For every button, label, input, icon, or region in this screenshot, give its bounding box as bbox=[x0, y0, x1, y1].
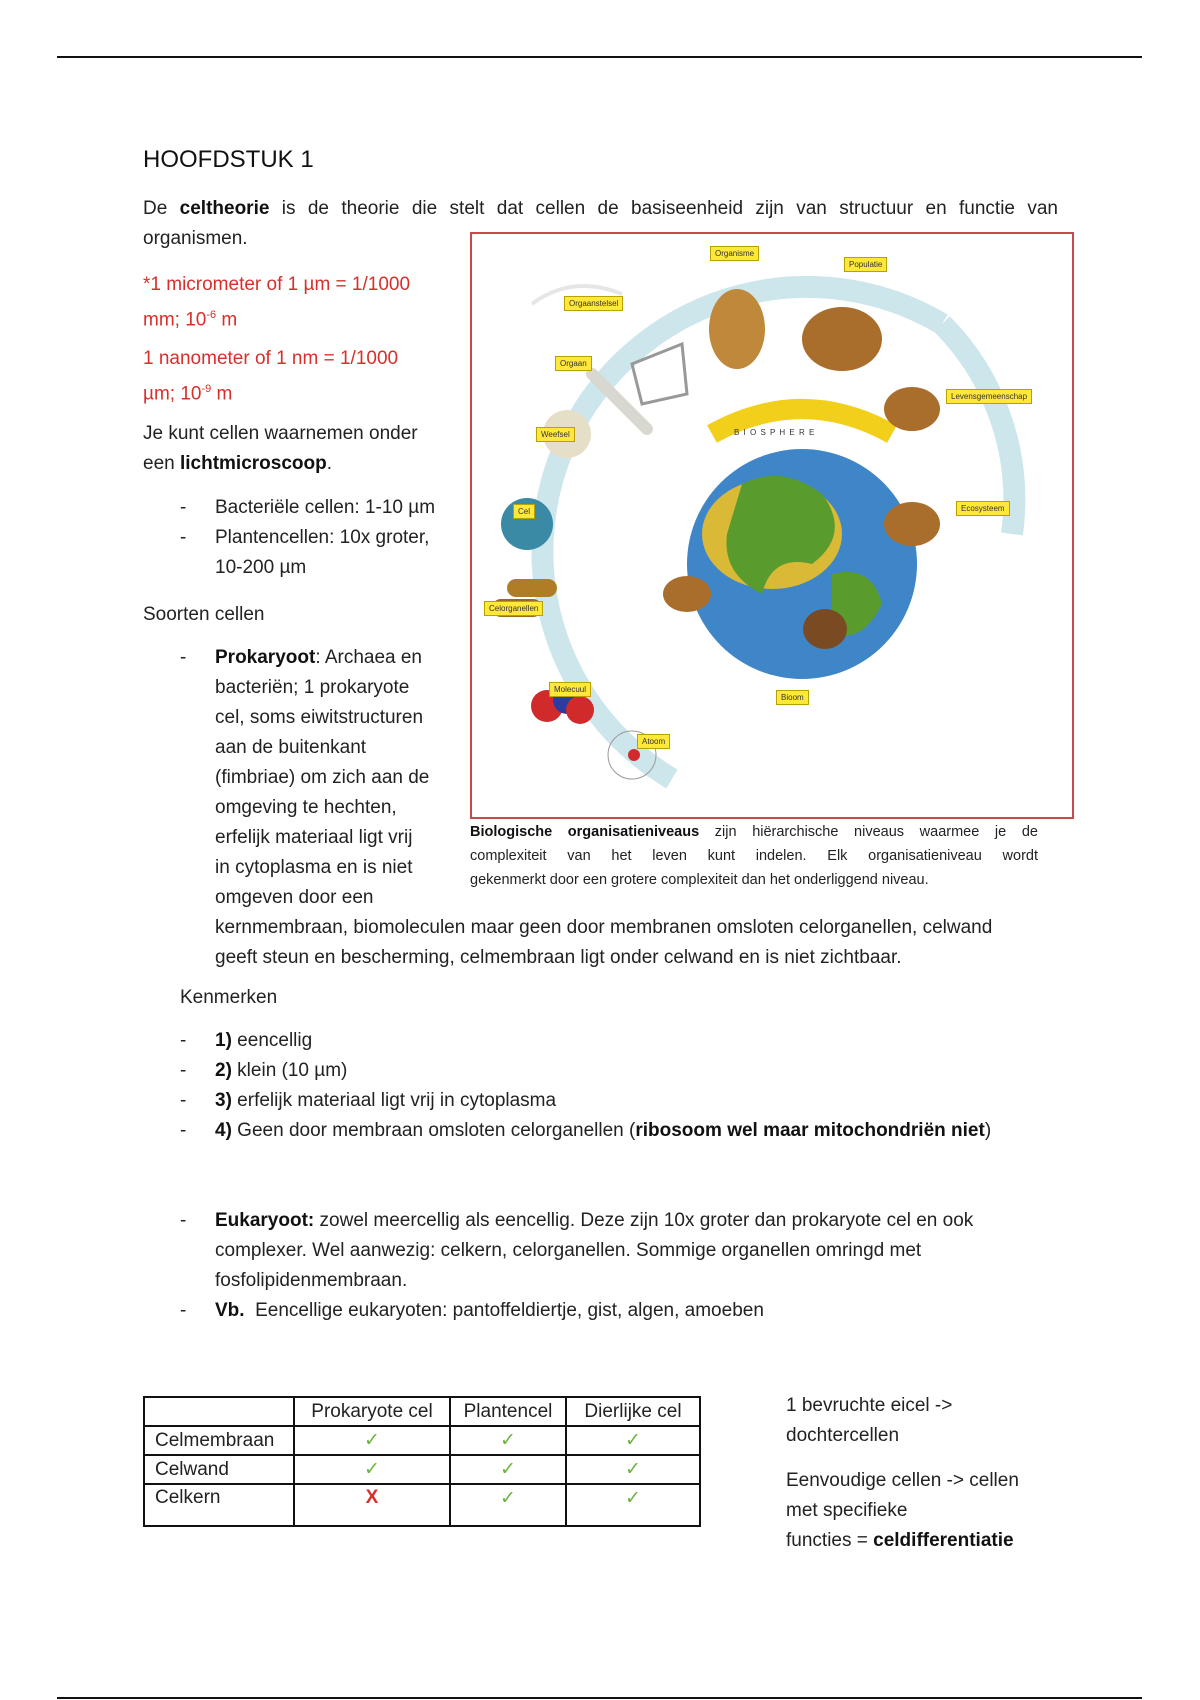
nanometer-note: 1 nanometer of 1 nm = 1/1000 µm; $10^{-9}$ m bbox=[143, 348, 399, 405]
table-header-cell: Plantencel bbox=[450, 1397, 566, 1426]
table-row bbox=[144, 1455, 700, 1484]
eukaryoot-term: Eukaryoot: bbox=[215, 1210, 315, 1231]
prokaryoot-item: - Prokaryoot: Archaea en bacteriën; 1 prokaryote cel, soms eiwitstructuren aan de buitenkant (fimbriae) om zich aan de omgeving te hechten, erfelijk materiaal ligt vrij in cytoplasma en is niet omgeven door een kernmembraan, biomoleculen maar geen door membranen omsloten celorganellen, celwand geeft steun en bescherming, celmembraan ligt onder celwand en is niet zichtbaar. bbox=[180, 647, 993, 968]
moose-organisme bbox=[709, 289, 765, 369]
table-header-row bbox=[144, 1397, 700, 1426]
size-item-bacteria: Bacteriële cellen: 1-10 µm bbox=[215, 497, 436, 518]
soorten-heading: Soorten cellen bbox=[143, 604, 265, 625]
table-row bbox=[144, 1484, 700, 1526]
label-bioom: Bioom bbox=[776, 690, 809, 705]
caption-term: Biologische organisatieniveaus bbox=[470, 824, 700, 840]
celtheorie-term: celtheorie bbox=[179, 198, 270, 219]
row-label: Celmembraan bbox=[144, 1426, 294, 1455]
label-cel: Cel bbox=[513, 504, 535, 519]
check-icon: ✓ bbox=[450, 1484, 566, 1526]
label-orgaan: Orgaan bbox=[555, 356, 592, 371]
label-celorganellen: Celorganellen bbox=[484, 601, 543, 616]
label-molecuul: Molecuul bbox=[549, 682, 591, 697]
table-header-cell bbox=[144, 1397, 294, 1426]
label-biosphere: B I O S P H E R E bbox=[734, 428, 816, 437]
label-levensgemeenschap: Levensgemeenschap bbox=[946, 389, 1032, 404]
figure-caption: Biologische organisatieniveaus zijn hiërarchische niveaus waarmee je de complexiteit van het leven kunt indelen. Elk organisatieniveau wordt gekenmerkt door een grotere complexiteit dan het onderliggend niveau. bbox=[470, 824, 1038, 888]
size-list: - Bacteriële cellen: 1-10 µm - Plantencellen: 10x groter, 10-200 µm bbox=[143, 493, 463, 583]
table-row bbox=[144, 1426, 700, 1455]
kenmerken-heading: Kenmerken bbox=[180, 987, 278, 1008]
label-ecosysteem: Ecosysteem bbox=[956, 501, 1010, 516]
chapter-title: HOOFDSTUK 1 bbox=[143, 146, 314, 173]
moose-population bbox=[802, 307, 882, 371]
check-icon: ✓ bbox=[450, 1455, 566, 1484]
check-icon: ✓ bbox=[450, 1426, 566, 1455]
kenmerk-item: - 4) Geen door membraan omsloten celorganellen (ribosoom wel maar mitochondriën niet) bbox=[180, 1120, 992, 1141]
kenmerk-item: - 2) klein (10 µm) bbox=[180, 1060, 348, 1081]
table-header-cell: Prokaryote cel bbox=[294, 1397, 450, 1426]
label-organisme: Organisme bbox=[710, 246, 759, 261]
check-icon: ✓ bbox=[294, 1426, 450, 1455]
label-orgaanstelsel: Orgaanstelsel bbox=[564, 296, 623, 311]
check-icon: ✓ bbox=[566, 1455, 700, 1484]
lichtmicroscoop-term: lichtmicroscoop bbox=[179, 453, 327, 474]
top-rule bbox=[57, 56, 1142, 58]
eukaryoot-item: - Eukaryoot: zowel meercellig als eencellig. Deze zijn 10x groter dan prokaryote cel en ook complexer. Wel aanwezig: celkern, celorganellen. Sommige organellen omringd met fosfolipidenmembraan. - Vb. Eencellige eukaryoten: pantoffeldiertje, gist, algen, amoeben bbox=[143, 1206, 1063, 1326]
cell-comparison-table bbox=[143, 1396, 701, 1527]
check-icon: ✓ bbox=[566, 1426, 700, 1455]
kenmerken-list bbox=[143, 1026, 1063, 1146]
row-label: Celwand bbox=[144, 1455, 294, 1484]
check-icon: ✓ bbox=[566, 1484, 700, 1526]
kenmerk-item: - 1) eencellig bbox=[180, 1030, 313, 1051]
side-note-differentiation: Eenvoudige cellen -> cellen met specifieke functies = celdifferentiatie bbox=[786, 1470, 1019, 1551]
table-header-cell: Dierlijke cel bbox=[566, 1397, 700, 1426]
organisation-levels-illustration bbox=[472, 234, 1072, 817]
kenmerk-item: - 3) erfelijk materiaal ligt vrij in cytoplasma bbox=[180, 1090, 557, 1111]
bottom-rule bbox=[57, 1697, 1142, 1699]
microscope-paragraph: Je kunt cellen waarnemen onder een lichtmicroscoop. bbox=[143, 423, 418, 474]
label-populatie: Populatie bbox=[844, 257, 887, 272]
side-note-fertilized: 1 bevruchte eicel -> dochtercellen bbox=[786, 1395, 953, 1446]
intro-paragraph: De celtheorie is de theorie die stelt dat cellen de basiseenheid zijn van structuur en functie van organismen. bbox=[143, 198, 1058, 249]
label-atoom: Atoom bbox=[637, 734, 670, 749]
row-label: Celkern bbox=[144, 1484, 294, 1526]
size-item-plant: Plantencellen: 10x groter, 10-200 µm bbox=[215, 527, 430, 578]
example-item: - Vb. Eencellige eukaryoten: pantoffeldiertje, gist, algen, amoeben bbox=[180, 1300, 764, 1321]
cross-icon: X bbox=[294, 1484, 450, 1526]
celdifferentiatie-term: celdifferentiatie bbox=[873, 1530, 1014, 1551]
organisation-levels-figure bbox=[470, 232, 1074, 819]
prokaryoot-term: Prokaryoot bbox=[215, 647, 316, 668]
check-icon: ✓ bbox=[294, 1455, 450, 1484]
label-weefsel: Weefsel bbox=[536, 427, 575, 442]
micrometer-note: *1 micrometer of 1 µm = 1/1000 mm; $10^{-6}$ m bbox=[143, 274, 411, 331]
